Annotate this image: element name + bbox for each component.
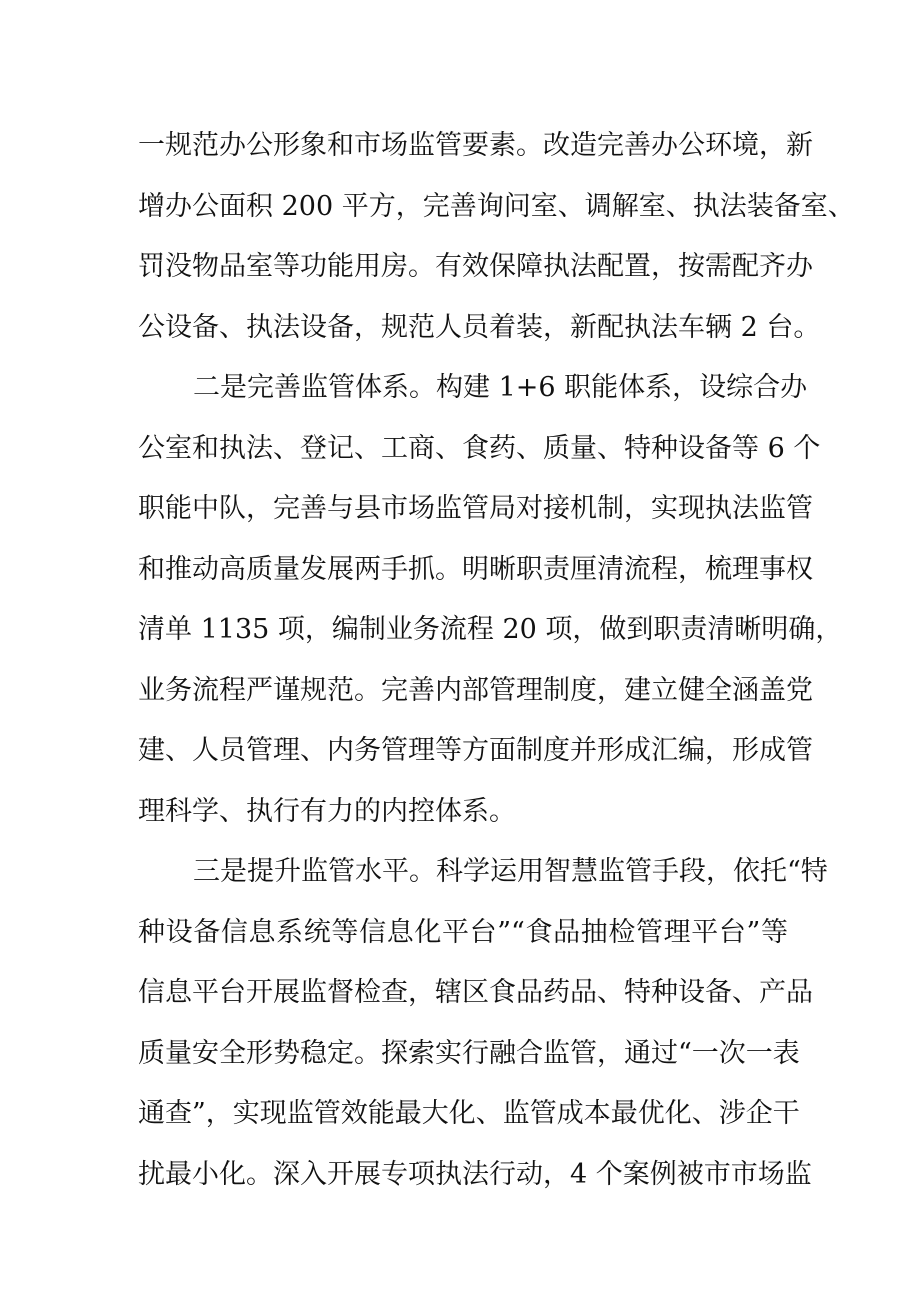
text-line-7: 职能中队，完善与县市场监管局对接机制，实现执法监管 — [138, 493, 813, 524]
paragraph-2-heading-line: 二是完善监管体系。构建 1+6 职能体系，设综合办 — [193, 372, 808, 403]
text-line-14: 种设备信息系统等信息化平台”“食品抽检管理平台”等 — [138, 916, 788, 948]
text-line-12: 理科学、执行有力的内控体系。 — [138, 795, 516, 827]
text-line-10: 业务流程严谨规范。完善内部管理制度，建立健全涵盖党 — [138, 674, 813, 706]
text-line-3: 罚没物品室等功能用房。有效保障执法配置，按需配齐办 — [138, 251, 813, 282]
text-line-17: 通查”，实现监管效能最大化、监管成本最优化、涉企干 — [138, 1098, 800, 1129]
text-line-6: 公室和执法、登记、工商、食药、质量、特种设备等 6 个 — [138, 432, 821, 464]
text-line-9: 清单 1135 项，编制业务流程 20 项，做到职责清晰明确， — [138, 614, 843, 645]
text-line-15: 信息平台开展监督检查，辖区食品药品、特种设备、产品 — [138, 977, 813, 1008]
paragraph-3-heading-line: 三是提升监管水平。科学运用智慧监管手段，依托“特 — [193, 856, 828, 887]
text-line-18: 扰最小化。深入开展专项执法行动，4 个案例被市市场监 — [138, 1158, 812, 1190]
text-line-16: 质量安全形势稳定。探索实行融合监管，通过“一次一表 — [138, 1037, 800, 1069]
text-line-4: 公设备、执法设备，规范人员着装，新配执法车辆 2 台。 — [138, 311, 821, 343]
text-line-11: 建、人员管理、内务管理等方面制度并形成汇编，形成管 — [138, 735, 813, 766]
text-line-1: 一规范办公形象和市场监管要素。改造完善办公环境，新 — [138, 130, 813, 161]
document-body — [138, 120, 855, 1209]
text-line-2: 增办公面积 200 平方，完善询问室、调解室、执法装备室、 — [138, 190, 855, 222]
text-line-8: 和推动高质量发展两手抓。明晰职责厘清流程，梳理事权 — [138, 553, 813, 585]
